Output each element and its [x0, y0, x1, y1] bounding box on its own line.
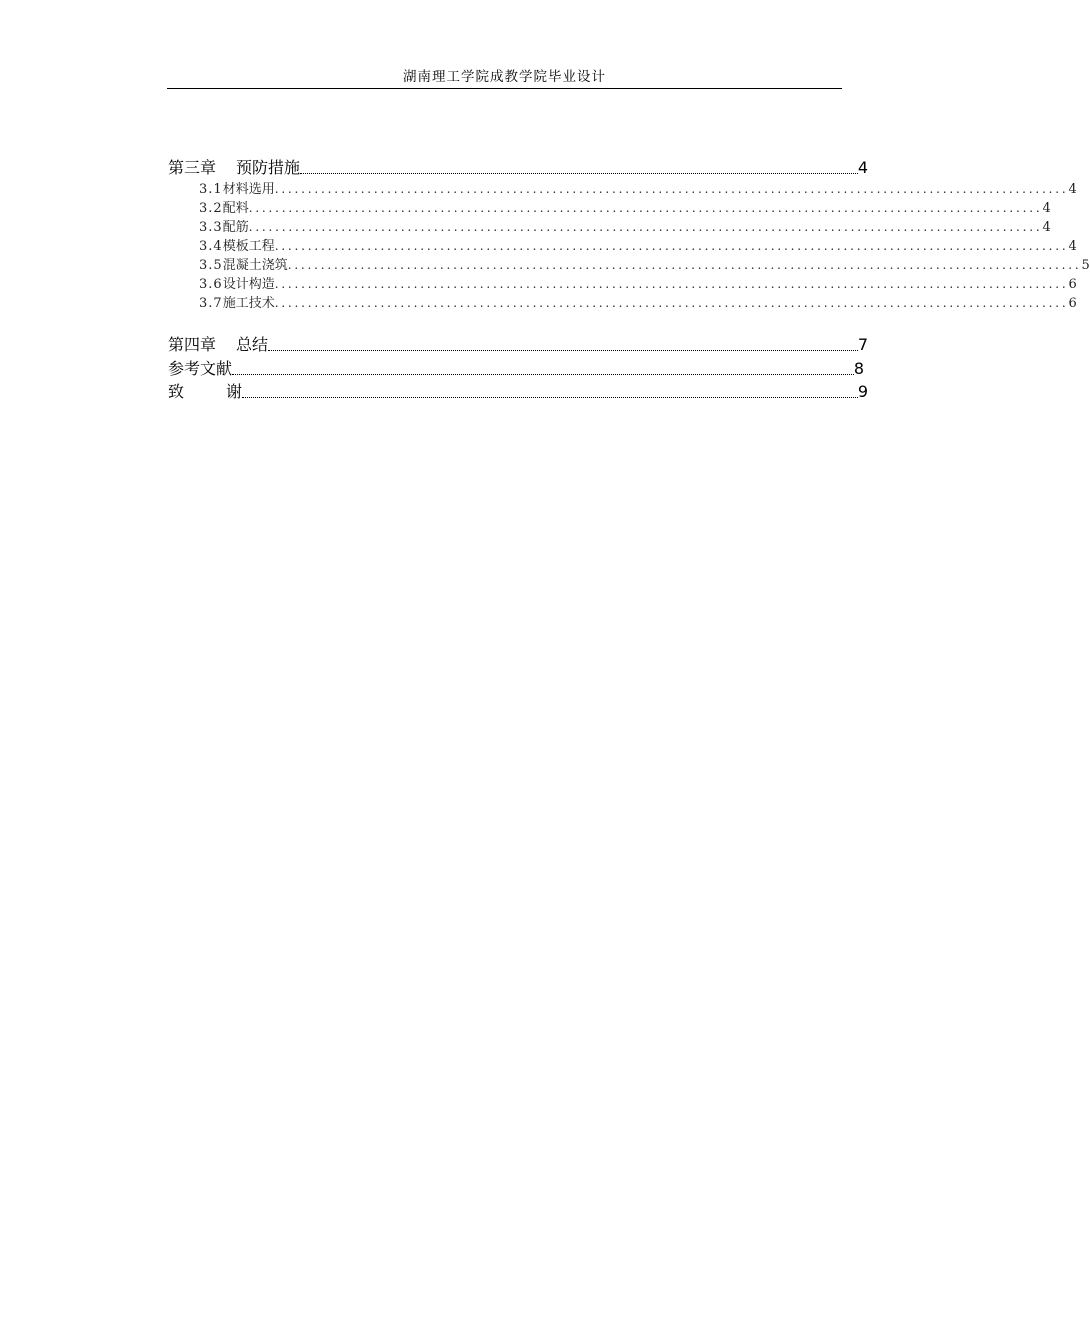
toc-page-number: 6	[1068, 277, 1077, 292]
toc-thanks-char-2: 谢	[226, 382, 243, 401]
toc-section-title: 配筋	[222, 220, 249, 235]
dot-leader: ........................................................................................................................	[248, 220, 1043, 234]
toc-chapter-title: 总结	[236, 335, 269, 354]
dot-leader	[300, 173, 858, 174]
page-header	[167, 66, 842, 89]
dot-leader	[242, 397, 858, 398]
toc-entry-section[interactable]	[199, 275, 1077, 294]
dot-leader: ........................................................................................................................	[274, 296, 1069, 310]
toc-section-title: 模板工程	[222, 239, 275, 254]
toc-page-number: 9	[857, 382, 868, 401]
toc-entry-section[interactable]	[199, 218, 1051, 237]
toc-section-number: 3.3	[199, 220, 223, 235]
dot-leader: ........................................................................................................................	[248, 201, 1043, 215]
toc-page-number: 8	[853, 359, 864, 378]
dot-leader: ........................................................................................................................	[274, 182, 1069, 196]
toc-section-number: 3.6	[199, 277, 223, 292]
toc-page-number: 4	[1068, 239, 1077, 254]
toc-entry-section[interactable]	[199, 237, 1077, 256]
toc-section-title: 施工技术	[222, 296, 275, 311]
toc-section-title: 配料	[222, 201, 249, 216]
toc-page-number: 4	[1042, 201, 1051, 216]
toc-page-number: 4	[1068, 182, 1077, 197]
toc-references-title: 参考文献	[168, 359, 233, 378]
toc-page-number: 7	[857, 335, 868, 354]
toc-section-title: 材料选用	[222, 182, 275, 197]
toc-page-number: 5	[1081, 258, 1090, 273]
toc-thanks-char-1: 致	[168, 382, 185, 401]
toc-chapter-number: 第四章	[168, 335, 217, 354]
toc-chapter-number: 第三章	[168, 158, 217, 177]
toc-entry-thanks[interactable]	[168, 381, 868, 403]
dot-leader	[268, 350, 858, 351]
toc-section-number: 3.5	[199, 258, 223, 273]
toc-page-number: 6	[1068, 296, 1077, 311]
toc-section-number: 3.1	[199, 182, 223, 197]
dot-leader: ........................................................................................................................	[274, 239, 1069, 253]
toc-page-number: 4	[857, 158, 868, 177]
toc-entry-references[interactable]	[168, 358, 864, 380]
toc-page-number: 4	[1042, 220, 1051, 235]
toc-entry-chapter-3[interactable]	[168, 157, 868, 179]
toc-chapter-title: 预防措施	[236, 158, 301, 177]
toc-section-number: 3.7	[199, 296, 223, 311]
toc-entry-section[interactable]	[199, 199, 1051, 218]
toc-section-title: 混凝土浇筑	[222, 258, 288, 273]
toc-entry-section[interactable]	[199, 256, 1090, 275]
toc-entry-section[interactable]	[199, 180, 1077, 199]
header-title: 湖南理工学院成教学院毕业设计	[403, 69, 606, 85]
toc-entry-section[interactable]	[199, 294, 1077, 313]
dot-leader	[232, 374, 854, 375]
toc-entry-chapter-4[interactable]	[168, 334, 868, 356]
dot-leader: ........................................................................................................................	[274, 277, 1069, 291]
dot-leader: ........................................................................................................................	[287, 258, 1082, 272]
toc-section-number: 3.2	[199, 201, 223, 216]
toc-section-number: 3.4	[199, 239, 223, 254]
toc-section-title: 设计构造	[222, 277, 275, 292]
